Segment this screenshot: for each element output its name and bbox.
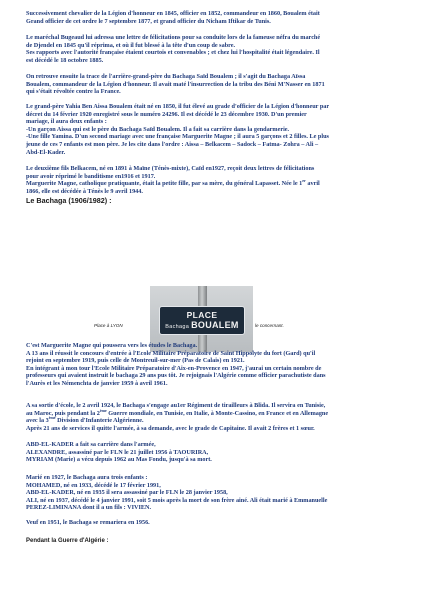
paragraph-bugeaud: Le maréchal Bugeaud lui adressa une lettre de félicitations pour sa conduite lors de la fameuse néfra du marché de Djendel en 1845 qu'il réprima, et où il fut blessé à la tête d'un coup de sabre. Ses rapports avec l'autorité française étaient courtois et convenables ; et chez lui l'hospitalité était légendaire. Il est décédé le 18 octobre 1885. xyxy=(26,34,321,64)
paragraph-remariage: Veuf en 1951, le Bachaga se remariera en 1956. xyxy=(26,519,150,526)
sign-line-place: PLACE xyxy=(186,309,218,320)
street-sign xyxy=(159,306,245,335)
photo-caption-right: le concernant. xyxy=(255,323,284,328)
paragraph-enfants: Marié en 1927, le Bachaga aura trois enfants : MOHAMED, né en 1933, décédé le 17 février 1991, ABD-EL-KADER, né en 1935 il sera assassiné par le FLN le 28 janvier 1958, ALI, né en 1937, décédé le 4 janvier 1991, soit 5 mois après la mort de son frère ainé. Ali était marié à Emmanuelle PEREZ-LIMINANA dont il a un fils : VIVIEN. xyxy=(26,474,328,512)
sign-line-name xyxy=(165,320,238,332)
section-title: Le Bachaga (1906/1982) : xyxy=(26,196,112,205)
paragraph-belkacem: Le deuxième fils Belkacem, né en 1891 à Maïne (Ténès-mixte), Caïd en1927, reçoit deux lettres de félicitations pour avoir réprimé le banditisme en1916 et 1917. Marguerite Magne, catholique pratiquante, était la petite fille, par sa mère, du général Lapasset. Née le 1er avril 1866, elle est décédée à Ténès le 9 avril 1944. xyxy=(26,165,320,195)
paragraph-yahia-boualem: Le grand-père Yahia Ben Aissa Boualem était né en 1850, il fut élevé au grade d'officier de la Légion d'honneur par décret du 14 février 1920 enregistré sous le numéro 24296. Il est décédé le 23 décembre 1930. D'un premier mariage, il aura deux enfants : -Un garçon Aissa qui est le père du Bachaga Saïd Boualem. Il a fait sa carrière dans la gendarmerie. -Une fille Yamina. D'un second mariage avec une française Marguerite Magne ; il aura 5 garçons et 2 filles. Le plus jeune de ces 7 enfants est mon père. Je les cite dans l'ordre : Aissa – Belkacem – Sadock – Fatma- Zohra – Ali – Abd-El-Kader. xyxy=(26,103,330,156)
paragraph-aissa-boualem: On retrouve ensuite la trace de l'arrière-grand-père du Bachaga Saïd Boualem ; il s'agit du Bachaga Aïssa Boualem, commandeur de la Légion d'honneur. Il avait maté l'insurrection de la tribu des Béni M'Nasser en 1871 qui s'était révoltée contre la France. xyxy=(26,73,325,96)
photo-caption-left: Place à LYON xyxy=(94,323,123,328)
paragraph-etudes: C'est Marguerite Magne qui poussera vers les études le Bachaga. A 13 ans il réussit le concours d'entrée à l'Ecole Militaire Préparatoire de Saint Hippolyte du fort (Gard) qu'il rejoint en septembre 1919, puis celle de Montreuil-sur-mer (Pas de Calais) en 1921. En intégrant à mon tour l'Ecole Militaire Préparatoire d'Aix-en-Provence en 1947, j'aurai un certain nombre de professeurs qui avaient instruit le bachaga 29 ans pus tôt. Je rejoignais l'Algérie comme officier parachutiste dans l'Aurès et les Némenchta de janvier 1959 à avril 1961. xyxy=(26,342,326,387)
sign-word-boualem: BOUALEM xyxy=(191,319,239,330)
paragraph-legion-honneur: Successivement chevalier de la Légion d'honneur en 1845, officier en 1852, commandeur en 1860, Boualem était Grand officier de cet ordre le 7 septembre 1877, et grand officier du Nicham Iftikar de Tunis. xyxy=(26,10,320,25)
footer-heading: Pendant la Guerre d'Algérie : xyxy=(26,538,109,544)
paragraph-carriere-militaire: A sa sortie d'école, le 2 avril 1924, le Bachaga s'engage au1er Régiment de tirailleurs à Blida. Il servira en Tunisie, au Maroc, puis pendant la 2ème Guerre mondiale, en Tunisie, en Italie, à Monte-Cassino, en France et en Allemagne avec la 3ème Division d'Infanterie Algérienne. Après 21 ans de services il quitte l'armée, à sa demande, avec le grade de Capitaine. Il avait 2 frères et 1 sœur. xyxy=(26,402,329,432)
sign-word-bachaga: Bachaga xyxy=(165,323,190,330)
paragraph-freres-soeur: ABD-EL-KADER a fait sa carrière dans l'armée, ALEXANDRE, assassiné par le FLN le 21 juillet 1956 à TAOURIRA, MYRIAM (Marie) a vécu depuis 1962 au Mas Fondu, jusqu'à sa mort. xyxy=(26,441,212,464)
